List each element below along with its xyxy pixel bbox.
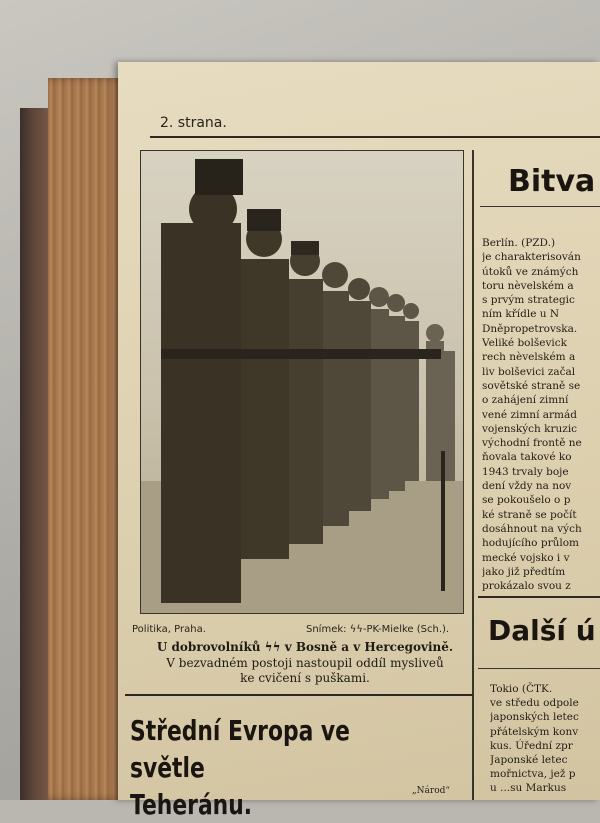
article-line: ké straně se počít — [482, 508, 577, 521]
article-line: mořnictva, jež p — [490, 768, 576, 781]
article-line: hodujícího průlom — [482, 537, 579, 550]
article-line: prokázalo svou z — [482, 580, 571, 593]
article-line: kus. Úřední zpr — [490, 739, 573, 752]
right-article-2-body — [490, 682, 600, 796]
article-line: Berlín. (PZD.) — [482, 237, 556, 249]
article-line: vené zimní armád — [482, 408, 577, 421]
article-line: Japonské letec — [490, 753, 568, 766]
book-spine — [20, 108, 50, 800]
article-line: vojenských kruzic — [482, 422, 578, 435]
section-rule — [125, 694, 473, 696]
column-divider — [472, 150, 474, 800]
article-line: u ...su Markus — [490, 782, 567, 795]
article-line: Dněpropetrovska. — [482, 322, 578, 335]
article-line: Veliké bolševick — [482, 337, 567, 350]
headline-line: Střední Evropa ve světle — [130, 714, 350, 784]
header-rule — [150, 136, 600, 138]
article-line: východní frontě ne — [482, 437, 582, 450]
article-line: přátelským konv — [490, 725, 579, 738]
article-line: liv bolševici začal — [482, 365, 576, 378]
article-line: dení vždy na nov — [482, 480, 572, 493]
article-line: japonských letec — [490, 711, 579, 724]
bottom-text-fragment: „Národ“ — [412, 786, 450, 796]
article-line: útoků ve známých — [482, 265, 579, 278]
soldiers-photo-graphic — [141, 151, 463, 613]
article-line: ve středu odpole — [490, 697, 579, 710]
right-article-2-headline: Další ú — [488, 614, 596, 647]
photo-caption-body — [140, 656, 470, 686]
article-line: dosáhnout na vých — [482, 522, 582, 535]
article-line: sovětské straně se — [482, 379, 581, 392]
photo-credit-photographer: Snímek: ϟϟ-PK-Mielke (Sch.). — [306, 624, 450, 635]
article-line: s prvým strategic — [482, 294, 575, 307]
caption-line: ke cvičení s puškami. — [240, 671, 370, 685]
article-line: se pokoušelo o p — [482, 494, 571, 507]
page-number: 2. strana. — [160, 115, 227, 131]
right-headline-2-rule — [478, 668, 600, 669]
article-line: toru nèvelském a — [482, 279, 574, 292]
right-article-headline: Bitva — [508, 164, 596, 199]
photo-credit-publication: Politika, Praha. — [132, 624, 206, 635]
photo-caption-title: U dobrovolníků ϟϟ v Bosně a v Hercegovině. — [156, 640, 454, 654]
article-line: ním křídle u N — [482, 308, 560, 321]
article-line: rech nèvelském a — [482, 351, 576, 364]
soldiers-photo — [140, 150, 464, 614]
article-line: mecké vojsko i v — [482, 551, 570, 564]
article-line: Tokio (ČTK. — [490, 683, 553, 695]
left-article-headline — [130, 712, 395, 823]
caption-line: V bezvadném postoji nastoupil oddíl mysliveů — [166, 656, 444, 670]
right-article-body — [482, 236, 600, 593]
article-line: ňovala takové ko — [482, 451, 572, 464]
article-line: 1943 trvaly boje — [482, 465, 569, 478]
article-line: je charakterisován — [482, 251, 581, 264]
article-line: o zahájení zimní — [482, 394, 569, 407]
right-headline-rule — [480, 206, 600, 207]
article-line: jako již předtím — [482, 565, 566, 578]
headline-line: Teheránu. — [130, 788, 253, 821]
right-section-rule — [478, 596, 600, 598]
